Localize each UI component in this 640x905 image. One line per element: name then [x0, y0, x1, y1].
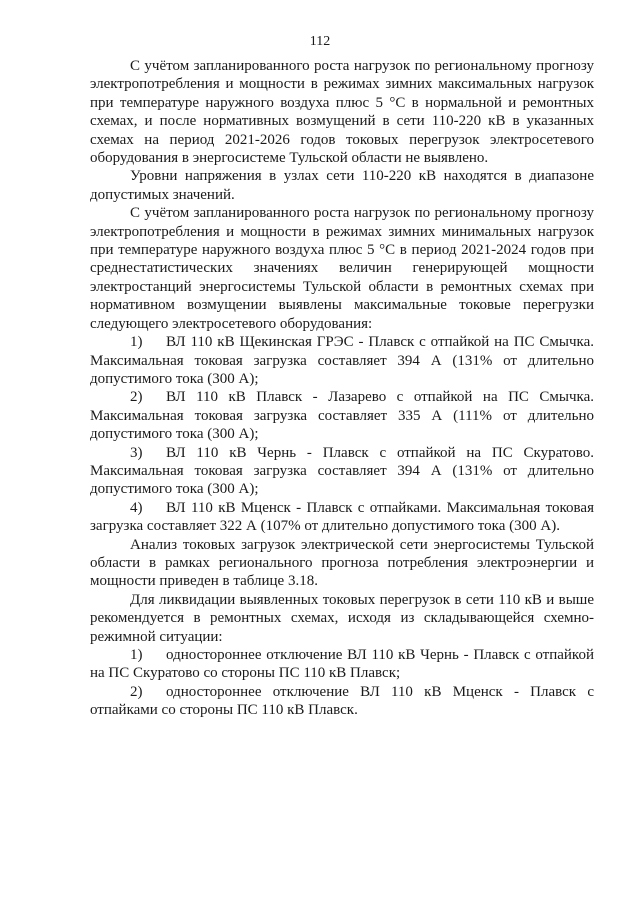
paragraph-voltage-levels: Уровни напряжения в узлах сети 110-220 кВ находятся в диапазоне допустимых значений. — [90, 168, 594, 203]
overload-item-2 — [90, 388, 594, 443]
list-number: 1) — [130, 647, 143, 663]
list-text: ВЛ 110 кВ Мценск - Плавск с отпайками. Максимальная токовая загрузка составляет 322 А (107% от длительно допустимого тока (300 А). — [90, 499, 594, 535]
list-number: 2) — [130, 389, 143, 406]
recommendation-item-2 — [90, 683, 594, 720]
list-text: ВЛ 110 кВ Плавск - Лазарево с отпайкой на ПС Смычка. Максимальная токовая загрузка составляет 335 А (111% от длительно допустимого тока (300 А); — [90, 389, 594, 443]
paragraph-analysis: Анализ токовых загрузок электрической сети энергосистемы Тульской области в рамках регионального прогноза потребления электроэнергии и мощности приведен в таблице 3.18. — [90, 536, 594, 590]
overload-item-4 — [90, 499, 594, 536]
list-number: 2) — [130, 683, 143, 700]
document-body — [90, 57, 594, 720]
page-number: 112 — [309, 34, 331, 49]
list-number: 1) — [130, 334, 143, 351]
paragraph-recommendation: Для ликвидации выявленных токовых перегрузок в сети 110 кВ и выше рекомендуется в ремонтных схемах, исходя из складывающейся схемно-режимной ситуации: — [90, 591, 594, 645]
recommendation-item-1 — [90, 646, 594, 683]
list-text: ВЛ 110 кВ Чернь - Плавск с отпайкой на ПС Скуратово. Максимальная токовая загрузка составляет 394 А (131% от длительно допустимого тока (300 А); — [90, 444, 594, 498]
overload-item-3 — [90, 444, 594, 499]
list-text: одностороннее отключение ВЛ 110 кВ Мценск - Плавск с отпайками со стороны ПС 110 кВ Плавск. — [90, 683, 594, 719]
paragraph-winter-max: С учётом запланированного роста нагрузок по региональному прогнозу электропотребления и мощности в режимах зимних максимальных нагрузок при температуре наружного воздуха плюс 5 °С в нормальной и ремонтных схемах, и после нормативных возмущений в сети 110-220 кВ в указанных схемах на период 2021-2026 годов токовых перегрузок электросетевого оборудования в энергосистеме Тульской области не выявлено. — [90, 58, 594, 167]
overload-item-1 — [90, 333, 594, 388]
list-number: 3) — [130, 444, 143, 461]
list-text: ВЛ 110 кВ Щекинская ГРЭС - Плавск с отпайкой на ПС Смычка. Максимальная токовая загрузка составляет 394 А (131% от длительно допустимого тока (300 А); — [90, 334, 594, 387]
list-number: 4) — [130, 499, 143, 516]
list-text: одностороннее отключение ВЛ 110 кВ Чернь - Плавск с отпайкой на ПС Скуратово со стороны ПС 110 кВ Плавск; — [90, 647, 594, 682]
paragraph-winter-min: С учётом запланированного роста нагрузок по региональному прогнозу электропотребления и мощности в режимах зимних минимальных нагрузок при температуре наружного воздуха плюс 5 °С в период 2021-2024 годов при среднестатистических значениях величин генерирующей мощности электростанций энергосистемы Тульской области в ремонтных схемах при нормативном возмущении выявлены максимальные токовые перегрузки следующего электросетевого оборудования: — [90, 205, 594, 332]
